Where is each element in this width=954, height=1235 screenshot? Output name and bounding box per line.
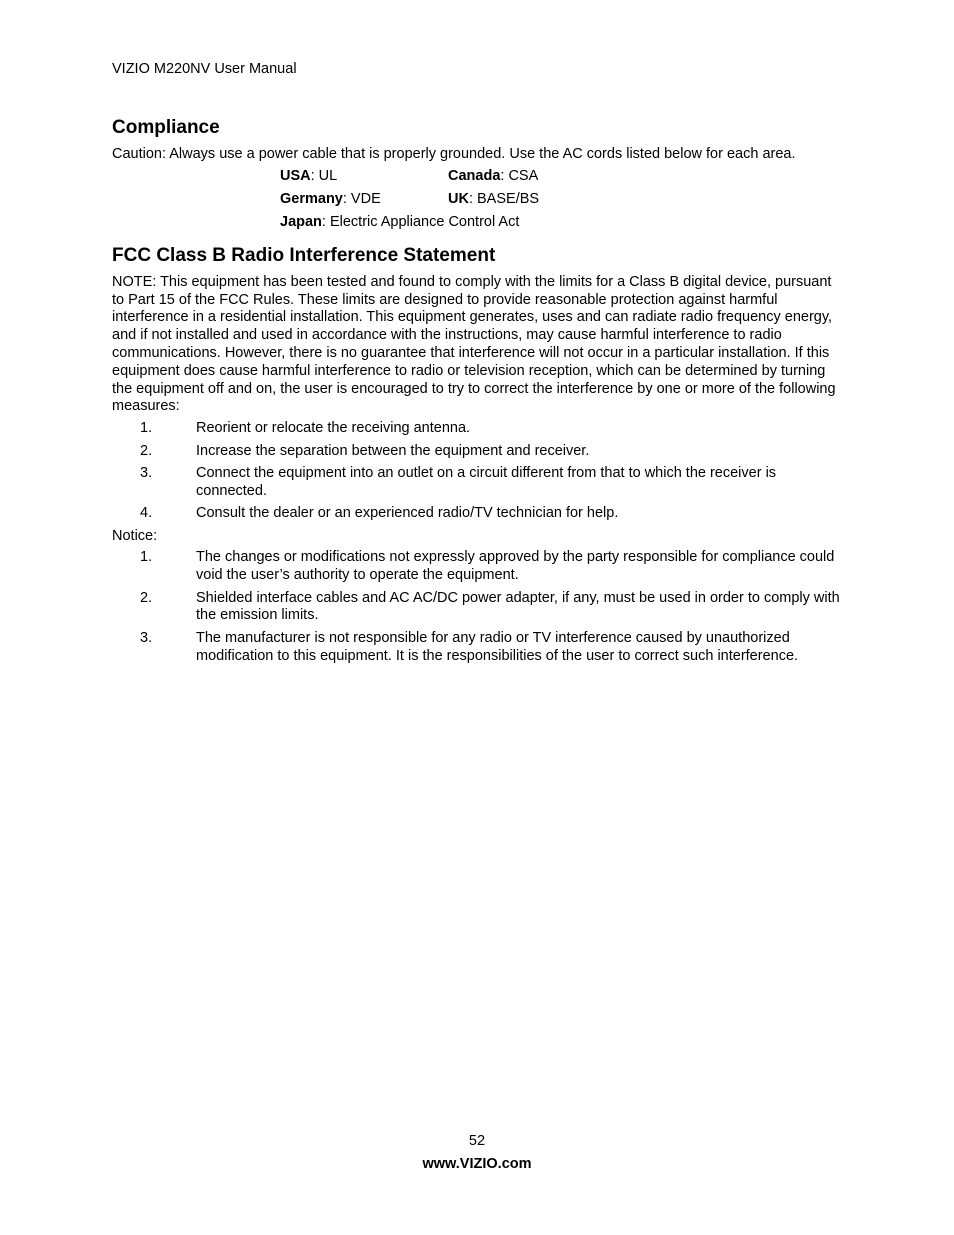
caution-text: Caution: Always use a power cable that is properly grounded. Use the AC cords listed below for each area. [112, 146, 796, 162]
list-item: 3. Connect the equipment into an outlet on a circuit different from that to which the receiver is connected. [140, 464, 777, 499]
page-header: VIZIO M220NV User Manual [112, 61, 297, 77]
page-content [112, 116, 842, 670]
list-item: 3. The manufacturer is not responsible for any radio or TV interference caused by unauthorized modification to this equipment. It is the responsibilities of the user to correct such interference. [140, 629, 799, 664]
list-item: 2. Increase the separation between the equipment and receiver. [140, 442, 590, 459]
list-item: 1. Reorient or relocate the receiving antenna. [140, 420, 471, 437]
measures-list [112, 420, 842, 523]
page-number: 52 [468, 1133, 486, 1149]
list-item: 2. Shielded interface cables and AC AC/DC power adapter, if any, must be used in order to comply with the emission limits. [140, 589, 840, 624]
notice-label: Notice: [112, 527, 158, 544]
fcc-heading: FCC Class B Radio Interference Statement [112, 244, 496, 266]
cord-germany: Germany: VDE [280, 190, 381, 207]
list-item: 4. Consult the dealer or an experienced radio/TV technician for help. [140, 505, 619, 522]
cord-japan: Japan: Electric Appliance Control Act [280, 213, 520, 230]
website-link[interactable]: www.VIZIO.com [422, 1156, 532, 1172]
ac-cord-table [280, 168, 539, 237]
cord-usa: USA: UL [280, 167, 338, 184]
compliance-heading: Compliance [112, 117, 220, 138]
cord-uk: UK: BASE/BS [448, 190, 540, 207]
cord-canada: Canada: CSA [448, 167, 539, 184]
notice-list [112, 549, 842, 665]
list-item: 1. The changes or modifications not expressly approved by the party responsible for compliance could void the user’s authority to operate the equipment. [140, 549, 835, 584]
fcc-note: NOTE: This equipment has been tested and found to comply with the limits for a Class B digital device, pursuant to Part 15 of the FCC Rules. These limits are designed to provide reasonable protection against harmful interference in a residential installation. This equipment generates, uses and can radiate radio frequency energy, and if not installed and used in accordance with the instructions, may cause harmful interference to radio communications. However, there is no guarantee that interference will not occur in a particular installation. If this equipment does cause harmful interference to radio or television reception, which can be determined by turning the equipment off and on, the user is encouraged to try to correct the interference by one or more of the following measures: [112, 273, 836, 415]
